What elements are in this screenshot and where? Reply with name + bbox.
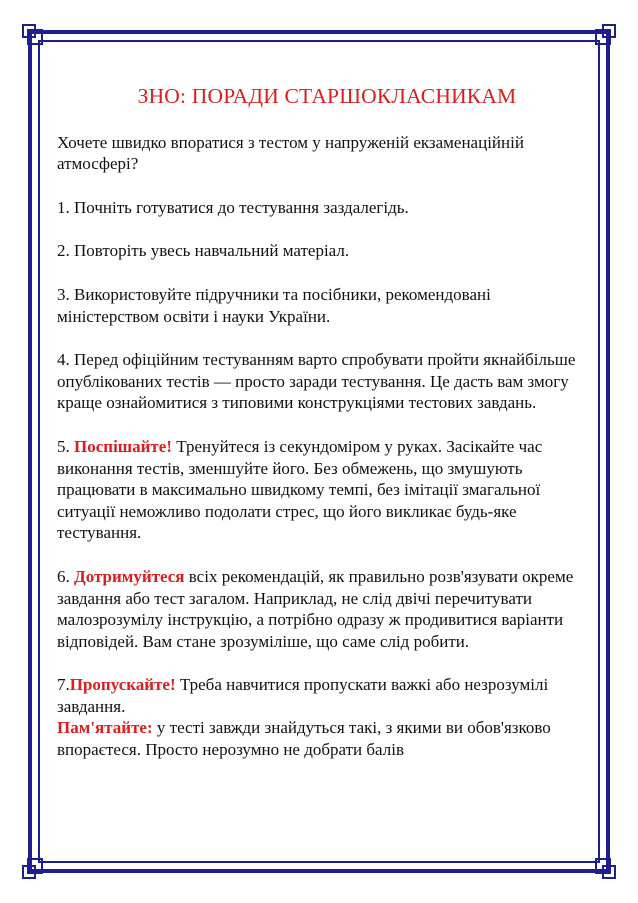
corner-ornament-top-left — [22, 24, 48, 50]
page-title: ЗНО: ПОРАДИ СТАРШОКЛАСНИКАМ — [137, 84, 517, 108]
corner-ornament-bottom-left — [22, 853, 48, 879]
remember-highlight: Пам'ятайте: — [57, 718, 153, 738]
tip-7-highlight: Пропускайте! — [69, 675, 176, 695]
border-top-outer — [28, 30, 610, 34]
tip-6-text: всіх рекомендацій, як правильно розв'язувати окреме завдання або тест загалом. Наприклад, не слід двічі перечитувати малозрозумілу інструкцію, а потрібно одразу ж продивитися варіанти відповідей. Вам стане зрозуміліше, що саме слід робити. — [57, 566, 574, 651]
corner-ornament-top-right — [590, 24, 616, 50]
intro-paragraph: Хочете швидко впоратися з тестом у напруженій екзаменаційній атмосфері? — [57, 132, 524, 174]
border-top-inner — [38, 40, 600, 42]
remember-note — [57, 717, 597, 760]
border-bottom-outer — [28, 869, 610, 873]
tip-6-number: 6. — [57, 566, 74, 586]
tip-7-number: 7. — [57, 675, 70, 695]
tip-2: 2. Повторіть увесь навчальний матеріал. — [57, 241, 350, 261]
tip-5-highlight: Поспішайте! — [74, 436, 172, 456]
tip-1: 1. Почніть готуватися до тестування заздалегідь. — [57, 197, 409, 217]
border-bottom-inner — [38, 861, 600, 863]
remember-text: у тесті завжди знайдуться такі, з якими ви обов'язково впораєтеся. Просто нерозумно не добрати балів — [57, 718, 551, 760]
tip-4: 4. Перед офіційним тестуванням варто спробувати пройти якнайбільше опублікованих тестів — просто заради тестування. Це дасть вам змогу краще ознайомитися з типовими конструкціями тестових завдань. — [57, 350, 576, 413]
border-right-inner — [598, 40, 600, 863]
tip-5-text: Тренуйтеся із секундоміром у руках. Засікайте час виконання тестів, зменшуйте його. Без обмежень, що змушують працювати в максимально швидкому темпі, без імітації змагальної ситуації неможливо подолати стрес, що його викликає будь-яке тестування. — [57, 436, 543, 543]
border-right-outer — [606, 30, 610, 873]
tip-6 — [57, 566, 597, 652]
tip-3: 3. Використовуйте підручники та посібники, рекомендовані міністерством освіти і науки України. — [57, 284, 491, 326]
tip-5-number: 5. — [57, 436, 74, 456]
tip-7 — [57, 674, 597, 717]
border-left-inner — [38, 40, 40, 863]
corner-ornament-bottom-right — [590, 853, 616, 879]
tip-7-text: Треба навчитися пропускати важкі або незрозумілі завдання. — [57, 675, 549, 716]
border-left-outer — [28, 30, 32, 873]
document-body — [57, 86, 597, 761]
tip-5 — [57, 436, 597, 544]
tip-6-highlight: Дотримуйтеся — [74, 566, 185, 586]
